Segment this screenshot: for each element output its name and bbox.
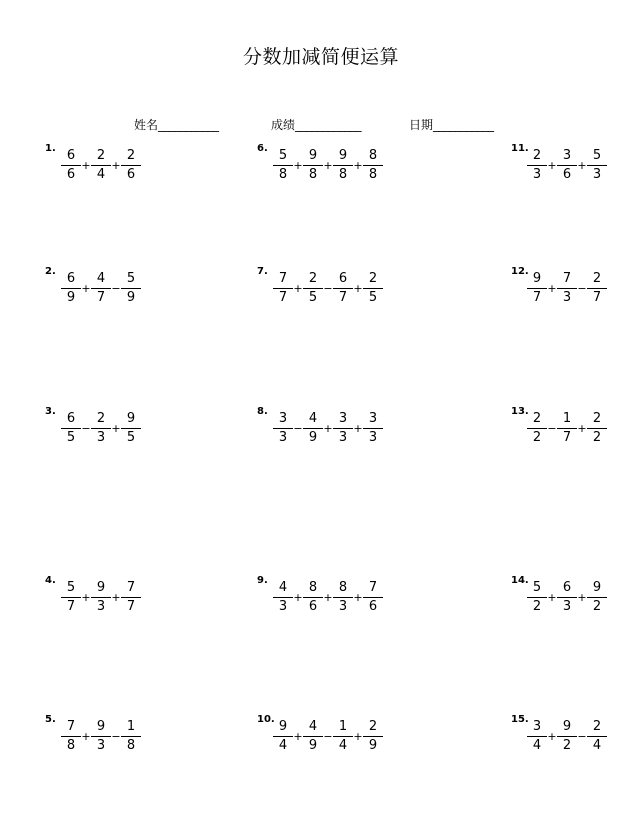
fraction-bar [273,165,293,166]
denominator: 9 [368,737,378,753]
numerator: 1 [562,410,572,426]
operator: + [81,591,91,604]
expression [527,408,607,448]
fraction-bar [557,165,577,166]
fraction-bar [527,428,547,429]
numerator: 5 [532,579,542,595]
denominator: 9 [308,737,318,753]
denominator: 3 [278,598,288,614]
fraction [273,271,293,306]
denominator: 4 [592,737,602,753]
denominator: 4 [96,166,106,182]
fraction-bar [333,428,353,429]
operator: + [323,591,333,604]
problem-number: 15. [511,714,529,725]
fraction-bar [527,597,547,598]
fraction [121,411,141,446]
operator: + [353,282,363,295]
denominator: 6 [308,598,318,614]
denominator: 5 [368,289,378,305]
fraction-bar [527,288,547,289]
denominator: 3 [562,598,572,614]
problem-number: 7. [257,266,268,277]
operator: + [81,282,91,295]
denominator: 3 [338,429,348,445]
numerator: 2 [308,270,318,286]
denominator: 3 [338,598,348,614]
fraction [303,148,323,183]
operator: + [577,422,587,435]
fraction [527,719,547,754]
denominator: 5 [66,429,76,445]
denominator: 8 [126,737,136,753]
numerator: 4 [96,270,106,286]
problem-number: 1. [45,143,56,154]
fraction-bar [587,597,607,598]
operator: + [323,159,333,172]
denominator: 2 [532,598,542,614]
operator: + [323,422,333,435]
fraction [91,411,111,446]
name-field[interactable] [134,116,219,133]
fraction-bar [333,597,353,598]
fraction-bar [363,288,383,289]
fraction [527,411,547,446]
operator: + [547,159,557,172]
denominator: 3 [592,166,602,182]
fraction [333,271,353,306]
fraction [557,411,577,446]
fraction-bar [557,736,577,737]
fraction [91,271,111,306]
problem-number: 5. [45,714,56,725]
score-blank-line: ____________ [295,118,362,132]
fraction-bar [363,597,383,598]
name-blank-line: ___________ [158,118,219,132]
denominator: 9 [308,429,318,445]
fraction-bar [91,428,111,429]
denominator: 7 [592,289,602,305]
operator: + [353,159,363,172]
operator: + [111,591,121,604]
operator: − [111,730,121,743]
problem-number: 12. [511,266,529,277]
expression [527,716,607,756]
fraction-bar [587,288,607,289]
fraction-bar [557,428,577,429]
numerator: 5 [592,147,602,163]
numerator: 2 [368,270,378,286]
numerator: 9 [126,410,136,426]
denominator: 7 [562,429,572,445]
fraction-bar [303,736,323,737]
denominator: 6 [126,166,136,182]
denominator: 2 [592,598,602,614]
numerator: 2 [592,410,602,426]
fraction-bar [121,288,141,289]
fraction [273,719,293,754]
fraction [557,148,577,183]
fraction-bar [273,597,293,598]
fraction [363,411,383,446]
denominator: 2 [562,737,572,753]
operator: + [547,282,557,295]
operator: + [547,730,557,743]
denominator: 2 [532,429,542,445]
numerator: 7 [66,718,76,734]
fraction [587,580,607,615]
fraction-bar [61,288,81,289]
fraction-bar [363,165,383,166]
denominator: 5 [126,429,136,445]
operator: − [293,422,303,435]
fraction [557,271,577,306]
fraction [91,719,111,754]
expression [61,716,141,756]
denominator: 4 [338,737,348,753]
expression [273,145,383,185]
denominator: 6 [562,166,572,182]
fraction-bar [557,288,577,289]
fraction [91,148,111,183]
expression [527,268,607,308]
fraction [557,719,577,754]
numerator: 6 [562,579,572,595]
expression [61,145,141,185]
operator: + [547,591,557,604]
denominator: 4 [532,737,542,753]
operator: + [81,159,91,172]
fraction [333,411,353,446]
denominator: 3 [562,289,572,305]
denominator: 3 [368,429,378,445]
numerator: 6 [66,410,76,426]
numerator: 9 [308,147,318,163]
fraction-bar [91,597,111,598]
fraction [121,580,141,615]
numerator: 8 [368,147,378,163]
fraction [303,411,323,446]
fraction [587,271,607,306]
problem-number: 3. [45,406,56,417]
fraction-bar [363,736,383,737]
numerator: 8 [338,579,348,595]
operator: − [323,282,333,295]
date-blank-line: ___________ [433,118,494,132]
fraction-bar [527,165,547,166]
fraction [333,148,353,183]
expression [527,145,607,185]
fraction [527,580,547,615]
fraction-bar [303,165,323,166]
denominator: 3 [96,737,106,753]
numerator: 3 [562,147,572,163]
problem-number: 10. [257,714,275,725]
fraction [121,148,141,183]
fraction [121,271,141,306]
numerator: 6 [66,147,76,163]
fraction [61,271,81,306]
fraction-bar [61,165,81,166]
numerator: 2 [96,410,106,426]
fraction [91,580,111,615]
expression [273,716,383,756]
problem-number: 2. [45,266,56,277]
expression [273,268,383,308]
numerator: 4 [308,718,318,734]
numerator: 2 [96,147,106,163]
numerator: 9 [338,147,348,163]
numerator: 5 [278,147,288,163]
numerator: 9 [278,718,288,734]
fraction-bar [91,165,111,166]
numerator: 8 [308,579,318,595]
problem-number: 13. [511,406,529,417]
problem-number: 8. [257,406,268,417]
fraction [273,411,293,446]
fraction [333,719,353,754]
fraction [527,271,547,306]
fraction-bar [121,165,141,166]
fraction [303,719,323,754]
fraction-bar [303,288,323,289]
fraction [121,719,141,754]
fraction-bar [273,736,293,737]
fraction [557,580,577,615]
numerator: 5 [126,270,136,286]
student-info-row [0,116,642,134]
fraction [333,580,353,615]
numerator: 3 [278,410,288,426]
operator: + [293,730,303,743]
worksheet-title: 分数加减简便运算 [242,46,399,68]
fraction-bar [333,288,353,289]
fraction-bar [557,597,577,598]
fraction [363,719,383,754]
denominator: 7 [278,289,288,305]
name-label: 姓名 [134,118,159,132]
denominator: 7 [66,598,76,614]
numerator: 1 [126,718,136,734]
fraction-bar [121,428,141,429]
operator: + [111,422,121,435]
denominator: 7 [532,289,542,305]
numerator: 9 [96,718,106,734]
numerator: 9 [562,718,572,734]
fraction [61,411,81,446]
operator: − [577,730,587,743]
fraction-bar [587,428,607,429]
numerator: 5 [66,579,76,595]
fraction [587,148,607,183]
numerator: 3 [338,410,348,426]
fraction-bar [587,736,607,737]
fraction-bar [273,428,293,429]
numerator: 2 [532,147,542,163]
denominator: 6 [66,166,76,182]
numerator: 4 [278,579,288,595]
fraction [61,580,81,615]
denominator: 7 [338,289,348,305]
score-label: 成绩 [271,118,296,132]
expression [61,268,141,308]
problem-number: 14. [511,575,529,586]
operator: + [353,422,363,435]
numerator: 9 [96,579,106,595]
fraction-bar [303,597,323,598]
problem-number: 11. [511,143,529,154]
denominator: 8 [278,166,288,182]
fraction [363,580,383,615]
numerator: 2 [592,270,602,286]
problem-number: 4. [45,575,56,586]
fraction [363,148,383,183]
operator: − [323,730,333,743]
numerator: 2 [368,718,378,734]
numerator: 9 [592,579,602,595]
date-label: 日期 [409,118,434,132]
denominator: 3 [532,166,542,182]
fraction [587,411,607,446]
operator: − [111,282,121,295]
fraction [587,719,607,754]
operator: + [353,730,363,743]
operator: + [81,730,91,743]
expression [273,577,383,617]
fraction-bar [121,736,141,737]
fraction-bar [61,736,81,737]
score-field[interactable] [271,116,361,133]
numerator: 1 [338,718,348,734]
denominator: 3 [96,429,106,445]
fraction-bar [61,428,81,429]
denominator: 9 [126,289,136,305]
fraction-bar [333,165,353,166]
fraction [363,271,383,306]
fraction [273,580,293,615]
fraction-bar [91,736,111,737]
fraction-bar [91,288,111,289]
denominator: 7 [126,598,136,614]
numerator: 6 [338,270,348,286]
numerator: 4 [308,410,318,426]
fraction-bar [587,165,607,166]
expression [61,408,141,448]
date-field[interactable] [409,116,494,133]
denominator: 3 [96,598,106,614]
operator: + [353,591,363,604]
numerator: 9 [532,270,542,286]
numerator: 2 [592,718,602,734]
numerator: 7 [562,270,572,286]
operator: − [577,282,587,295]
operator: + [111,159,121,172]
operator: + [577,591,587,604]
denominator: 2 [592,429,602,445]
fraction-bar [273,288,293,289]
denominator: 5 [308,289,318,305]
numerator: 3 [368,410,378,426]
operator: + [293,159,303,172]
numerator: 7 [278,270,288,286]
numerator: 7 [126,579,136,595]
operator: − [547,422,557,435]
denominator: 8 [66,737,76,753]
fraction [303,271,323,306]
expression [273,408,383,448]
operator: − [81,422,91,435]
denominator: 3 [278,429,288,445]
fraction-bar [527,736,547,737]
denominator: 8 [308,166,318,182]
operator: + [293,591,303,604]
denominator: 7 [96,289,106,305]
fraction [273,148,293,183]
fraction [527,148,547,183]
problem-number: 9. [257,575,268,586]
denominator: 9 [66,289,76,305]
operator: + [293,282,303,295]
fraction-bar [363,428,383,429]
fraction-bar [333,736,353,737]
operator: + [577,159,587,172]
expression [527,577,607,617]
fraction [61,148,81,183]
fraction [61,719,81,754]
numerator: 7 [368,579,378,595]
numerator: 3 [532,718,542,734]
fraction-bar [303,428,323,429]
problem-number: 6. [257,143,268,154]
fraction [303,580,323,615]
numerator: 2 [532,410,542,426]
numerator: 6 [66,270,76,286]
denominator: 8 [368,166,378,182]
fraction-bar [61,597,81,598]
denominator: 4 [278,737,288,753]
fraction-bar [121,597,141,598]
denominator: 6 [368,598,378,614]
expression [61,577,141,617]
numerator: 2 [126,147,136,163]
denominator: 8 [338,166,348,182]
